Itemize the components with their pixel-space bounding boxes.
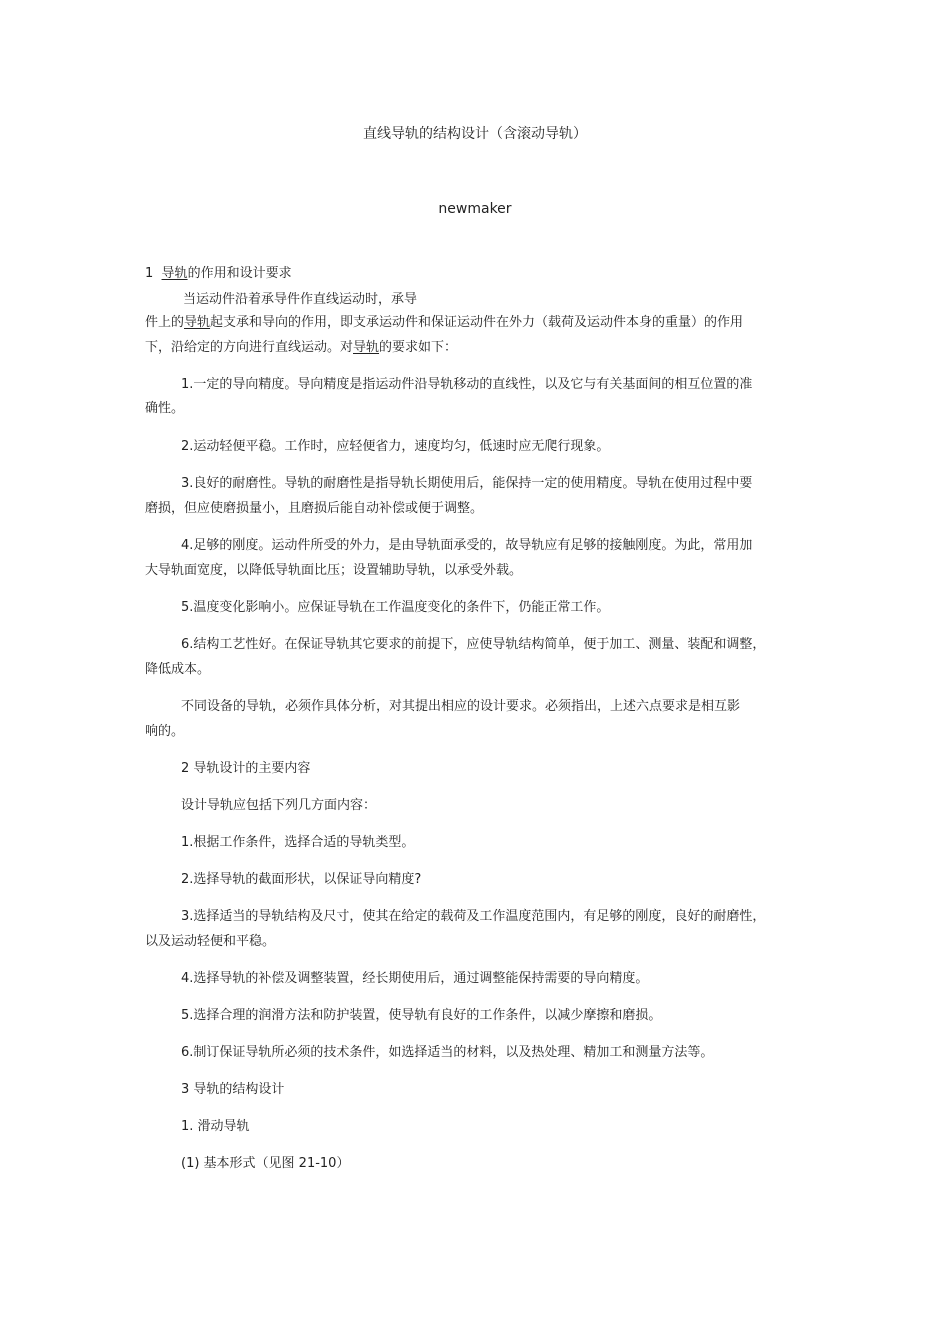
section-1-heading xyxy=(145,264,292,284)
content-3-line-2: 以及运动轻便和平稳。 xyxy=(145,934,276,949)
content-3-line-1: 3.选择适当的导轨结构及尺寸，使其在给定的载荷及工作温度范围内，有足够的刚度，良好的耐磨性， xyxy=(181,909,766,924)
note-line-1: 不同设备的导轨，必须作具体分析，对其提出相应的设计要求。必须指出，上述六点要求是相互影 xyxy=(181,699,741,714)
intro-line-3 xyxy=(145,338,457,358)
section-1-heading-text: 的作用和设计要求 xyxy=(187,266,292,281)
requirement-5: 5.温度变化影响小。应保证导轨在工作温度变化的条件下，仍能正常工作。 xyxy=(181,600,610,615)
requirement-3-line-2: 磨损，但应使磨损量小，且磨损后能自动补偿或便于调整。 xyxy=(145,501,484,516)
subsection-1-heading: 1. 滑动导轨 xyxy=(181,1119,250,1134)
requirement-6-line-1: 6.结构工艺性好。在保证导轨其它要求的前提下，应使导轨结构简单，便于加工、测量、装配和调整， xyxy=(181,637,766,652)
intro-line-2 xyxy=(145,313,743,333)
requirement-4-line-1: 4.足够的刚度。运动件所受的外力，是由导轨面承受的，故导轨应有足够的接触刚度。为此，常用加 xyxy=(181,538,753,553)
content-5: 5.选择合理的润滑方法和防护装置，使导轨有良好的工作条件，以减少摩擦和磨损。 xyxy=(181,1008,662,1023)
requirement-4-line-2: 大导轨面宽度，以降低导轨面比压；设置辅助导轨，以承受外载。 xyxy=(145,563,523,578)
content-4: 4.选择导轨的补偿及调整装置，经长期使用后，通过调整能保持需要的导向精度。 xyxy=(181,971,649,986)
subsection-1-1-heading: (1) 基本形式（见图 21-10） xyxy=(181,1156,350,1171)
content-6: 6.制订保证导轨所必须的技术条件，如选择适当的材料，以及热处理、精加工和测量方法等。 xyxy=(181,1045,714,1060)
guide-rail-link[interactable]: 导轨 xyxy=(184,315,211,330)
requirement-3-line-1: 3.良好的耐磨性。导轨的耐磨性是指导轨长期使用后，能保持一定的使用精度。导轨在使用过程中要 xyxy=(181,476,753,491)
section-2-heading: 2 导轨设计的主要内容 xyxy=(181,761,311,776)
content-2: 2.选择导轨的截面形状，以保证导向精度? xyxy=(181,872,422,887)
intro-line-3-text: 的要求如下： xyxy=(379,340,458,355)
section-1-number: 1 xyxy=(145,266,154,281)
requirement-1-line-1: 1.一定的导向精度。导向精度是指运动件沿导轨移动的直线性，以及它与有关基面间的相互位置的准 xyxy=(181,377,753,392)
intro-line-1: 当运动件沿着承导件作直线运动时，承导 xyxy=(183,292,418,307)
content-1: 1.根据工作条件，选择合适的导轨类型。 xyxy=(181,835,415,850)
intro-line-3-prefix: 下，沿给定的方向进行直线运动。对 xyxy=(145,340,354,355)
section-3-heading: 3 导轨的结构设计 xyxy=(181,1082,285,1097)
guide-rail-link[interactable]: 导轨 xyxy=(353,340,380,355)
document-author: newmaker xyxy=(438,201,512,217)
note-line-2: 响的。 xyxy=(145,724,185,739)
document-title: 直线导轨的结构设计（含滚动导轨） xyxy=(363,126,587,142)
intro-line-2-prefix: 件上的 xyxy=(145,315,185,330)
requirement-6-line-2: 降低成本。 xyxy=(145,662,211,677)
requirement-2: 2.运动轻便平稳。工作时，应轻便省力，速度均匀，低速时应无爬行现象。 xyxy=(181,439,610,454)
intro-line-2-text: 起支承和导向的作用，即支承运动件和保证运动件在外力（载荷及运动件本身的重量）的作用 xyxy=(210,315,744,330)
section-2-intro: 设计导轨应包括下列几方面内容： xyxy=(181,798,377,813)
guide-rail-link[interactable]: 导轨 xyxy=(161,266,188,281)
requirement-1-line-2: 确性。 xyxy=(145,401,185,416)
